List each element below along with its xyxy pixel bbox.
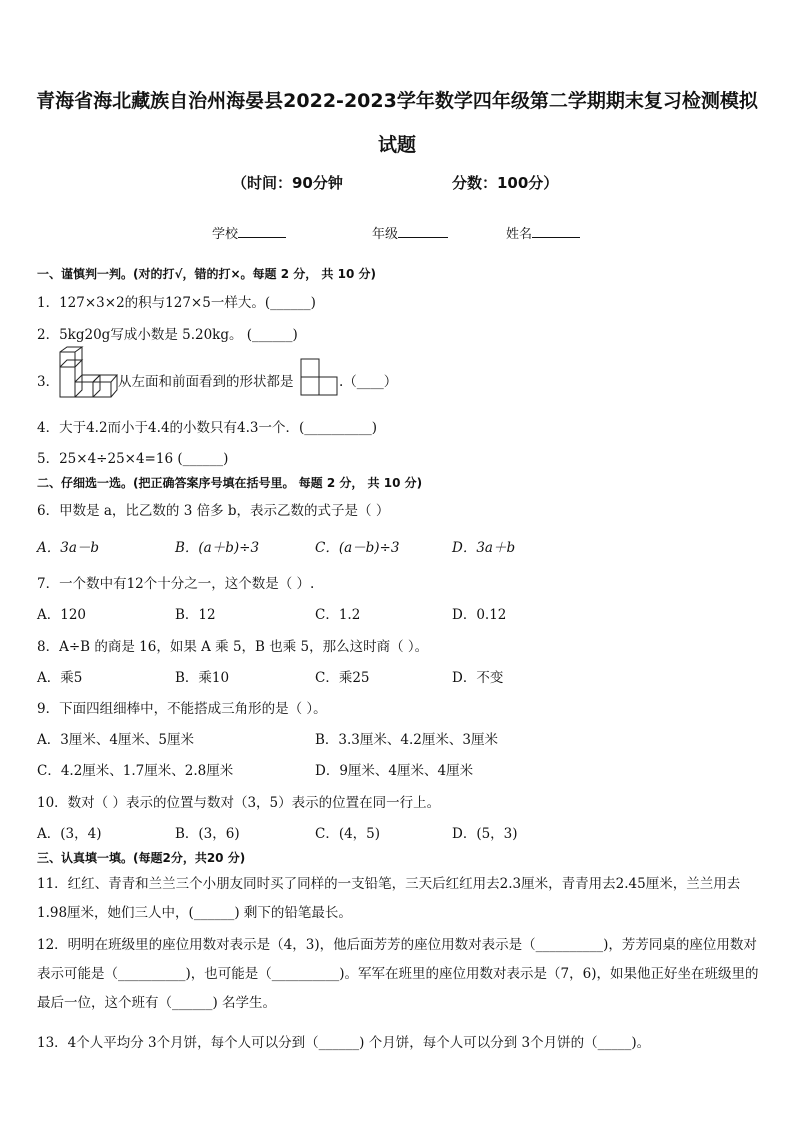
question-6: 6．甲数是 a，比乙数的 3 倍多 b，表示乙数的式子是（ ）	[37, 503, 390, 519]
question-13: 13．4个人平均分 3个月饼，每个人可以分到（______) 个月饼，每个人可以分到 3个月饼的（_____)。	[37, 1035, 651, 1051]
section-1-heading: 一、谨慎判一判。(对的打√，错的打×。每题 2 分， 共 10 分)	[37, 267, 376, 281]
question-2: 2．5kg20g写成小数是 5.20kg。 (______)	[37, 327, 298, 343]
grade-blank[interactable]	[398, 225, 448, 238]
name-blank[interactable]	[532, 225, 580, 238]
grade-field[interactable]	[372, 223, 448, 242]
question-6-option-b[interactable]: B．(a＋b)÷3	[175, 540, 260, 556]
section-2-heading: 二、仔细选一选。(把正确答案序号填在括号里。 每题 2 分， 共 10 分)	[37, 476, 423, 490]
question-6-option-c[interactable]: C．(a－b)÷3	[315, 540, 400, 556]
question-9-option-a[interactable]: A．3厘米、4厘米、5厘米	[37, 732, 195, 748]
name-label: 姓名	[506, 227, 533, 242]
section-3-heading: 三、认真填一填。(每题2分，共20 分)	[37, 851, 246, 865]
question-5: 5．25×4÷25×4=16 (______)	[37, 451, 229, 467]
question-11: 11．红红、青青和兰兰三个小朋友同时买了同样的一支铅笔，三天后红红用去2.3厘米，青青用去2.45厘米，兰兰用去1.98厘米，她们三人中，(______) 剩下的铅笔最长。	[37, 876, 741, 921]
question-9-option-c[interactable]: C．4.2厘米、1.7厘米、2.8厘米	[37, 763, 234, 779]
exam-title-line1: 青海省海北藏族自治州海晏县2022-2023学年数学四年级第二学期期末复习检测模拟	[36, 90, 758, 112]
school-blank[interactable]	[238, 225, 286, 238]
question-9-option-d[interactable]: D．9厘米、4厘米、4厘米	[315, 763, 474, 779]
question-7: 7．一个数中有12个十分之一，这个数是（ ）.	[37, 576, 315, 592]
cube-stack-figure	[55, 347, 117, 399]
question-7-option-c[interactable]: C．1.2	[315, 607, 361, 623]
question-10-option-d[interactable]: D．(5，3)	[452, 826, 518, 842]
shape-view-figure	[299, 357, 339, 397]
question-7-option-d[interactable]: D．0.12	[452, 607, 507, 623]
school-label: 学校	[212, 227, 239, 242]
total-score: 分数：100分）	[452, 174, 559, 192]
time-limit: （时间：90分钟	[232, 174, 343, 192]
question-8-option-b[interactable]: B．乘10	[175, 670, 230, 686]
question-9: 9．下面四组细棒中，不能搭成三角形的是（ ）。	[37, 701, 327, 717]
exam-title-line2: 试题	[377, 134, 416, 156]
question-3-answer-blank[interactable]: .（____）	[339, 374, 398, 390]
question-8: 8．A÷B 的商是 16，如果 A 乘 5，B 也乘 5，那么这时商（ ）。	[37, 639, 429, 655]
question-8-option-a[interactable]: A．乘5	[37, 670, 83, 686]
question-3-text: 从左面和前面看到的形状都是	[118, 374, 294, 390]
question-8-option-c[interactable]: C．乘25	[315, 670, 370, 686]
name-field[interactable]	[506, 223, 580, 242]
question-12: 12．明明在班级里的座位用数对表示是（4，3)，他后面芳芳的座位用数对表示是（__________)，芳芳同桌的座位用数对表示可能是（__________)，也可能是（__________)。军军在班里的座位用数对表示是（7，6)，如果他正好坐在班级里的最后一位，这个班有（______) 名学生。	[37, 937, 759, 1011]
question-6-option-d[interactable]: D．3a＋b	[452, 540, 516, 556]
question-6-option-a[interactable]: A．3a－b	[37, 540, 100, 556]
question-3-number: 3．	[37, 374, 60, 390]
question-10-option-c[interactable]: C．(4，5)	[315, 826, 381, 842]
question-9-option-b[interactable]: B．3.3厘米、4.2厘米、3厘米	[315, 732, 498, 748]
question-4: 4．大于4.2而小于4.4的小数只有4.3一个．(__________)	[37, 420, 378, 436]
school-field[interactable]	[212, 223, 286, 242]
question-10-option-b[interactable]: B．(3，6)	[175, 826, 240, 842]
question-10-option-a[interactable]: A．(3，4)	[37, 826, 102, 842]
question-10: 10．数对（ ）表示的位置与数对（3，5）表示的位置在同一行上。	[37, 795, 441, 811]
grade-label: 年级	[372, 227, 399, 242]
question-7-option-a[interactable]: A．120	[37, 607, 87, 623]
question-8-option-d[interactable]: D．不变	[452, 670, 504, 686]
question-1: 1．127×3×2的积与127×5一样大。(______)	[37, 295, 316, 311]
question-7-option-b[interactable]: B．12	[175, 607, 216, 623]
